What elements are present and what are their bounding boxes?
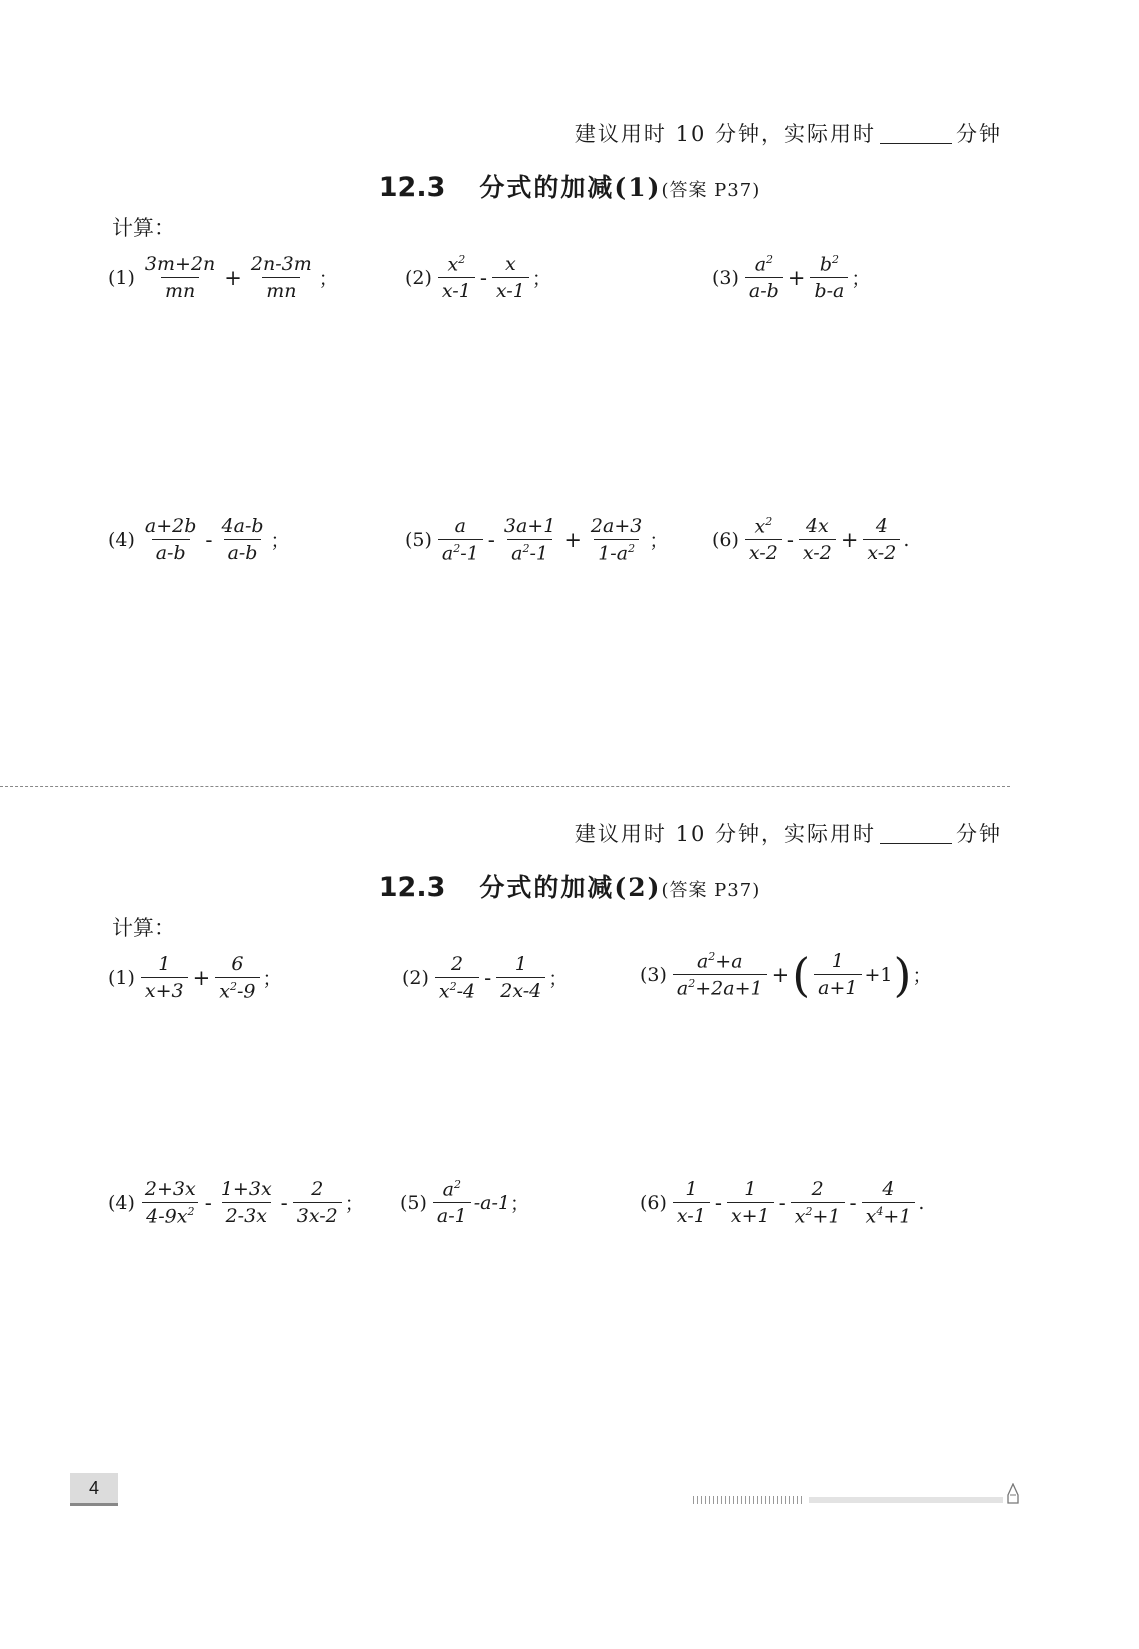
fraction: [745, 515, 782, 564]
denominator: x+3: [141, 977, 188, 1002]
denominator: a-b: [745, 277, 783, 302]
denominator: x-1: [438, 277, 475, 302]
fraction: [727, 1178, 774, 1227]
operator: -: [205, 527, 213, 552]
problem: [640, 1178, 924, 1227]
problem-label: (3): [640, 963, 667, 986]
fraction: [435, 953, 479, 1002]
problem-end: ；: [318, 268, 338, 290]
exponent: 2: [187, 1205, 195, 1218]
denominator-tail: +1: [883, 1205, 912, 1228]
time-prefix: 建议用时 10 分钟，实际用时: [574, 822, 876, 846]
numerator: 1+3x: [220, 1178, 272, 1201]
operator: -: [778, 1190, 786, 1215]
problem-end: ；: [270, 530, 290, 552]
problem-end: ；: [548, 968, 568, 991]
fraction: [433, 1178, 471, 1227]
denominator-tail: +2a+1: [695, 977, 763, 1000]
fraction: [814, 950, 861, 999]
numerator: 1: [831, 950, 844, 973]
denominator: a-1: [433, 1202, 471, 1227]
denominator: 2-3x: [222, 1202, 271, 1227]
denominator: a-b: [224, 539, 262, 564]
denominator: [673, 974, 767, 999]
denominator: [438, 539, 483, 564]
denominator-text: a: [511, 542, 523, 565]
problem: [400, 1178, 529, 1227]
fraction: [863, 515, 900, 564]
numerator: x: [505, 253, 516, 276]
exponent: 4: [876, 1205, 884, 1218]
fraction: [496, 953, 545, 1002]
numerator: 2n-3m: [250, 253, 312, 275]
problem-label: (5): [405, 528, 432, 551]
problem: [108, 515, 290, 564]
denominator: [594, 539, 639, 564]
problem-label: (3): [712, 266, 739, 289]
denominator: x-2: [745, 539, 782, 564]
problem: [640, 947, 932, 1002]
exponent: 2: [688, 977, 696, 991]
denominator-tail: -1: [529, 542, 549, 565]
numerator: 2a+3: [590, 515, 643, 537]
denominator-text: a: [676, 977, 689, 1000]
numerator-text: b: [819, 253, 832, 276]
denominator: 2x-4: [496, 977, 545, 1002]
numerator: 4: [882, 1178, 895, 1200]
denominator: [862, 1202, 916, 1227]
numerator-text: a: [696, 950, 709, 973]
fraction: [673, 950, 767, 1000]
denominator-text: a: [441, 542, 454, 565]
hatch-pattern: [693, 1496, 805, 1504]
numerator: 1: [514, 953, 527, 976]
fraction: [141, 253, 219, 302]
decorative-bar: [693, 1496, 1003, 1504]
section-number: 12.3: [378, 172, 446, 203]
problem-end: .: [903, 528, 910, 551]
exponent: 2: [449, 980, 457, 993]
denominator: [142, 1202, 198, 1227]
numerator: a: [454, 515, 466, 537]
term-tail: +1: [864, 963, 893, 986]
numerator: 4x: [805, 515, 829, 538]
numerator: 4: [875, 515, 888, 538]
fraction: [215, 953, 259, 1002]
problem-label: (5): [400, 1191, 427, 1214]
fraction: [141, 1178, 200, 1227]
section-name: 分式的加减(2): [479, 873, 662, 902]
denominator-text: x: [438, 980, 450, 1003]
numerator: 2: [311, 1178, 324, 1201]
denominator: x-1: [673, 1202, 710, 1227]
section-title: [0, 168, 1139, 204]
fraction: [791, 1178, 845, 1227]
fraction: [438, 515, 483, 564]
problem-label: (6): [712, 528, 739, 551]
fraction: [492, 253, 529, 302]
operator: -: [849, 1190, 857, 1215]
denominator-text: 4-9x: [146, 1205, 188, 1228]
denominator: b-a: [810, 277, 848, 302]
time-suffix: 分钟: [956, 822, 1002, 846]
numerator-tail: +a: [715, 950, 743, 973]
numerator: [751, 253, 777, 277]
denominator-text: x: [794, 1205, 806, 1228]
numerator: 1: [158, 953, 171, 976]
fraction: [141, 515, 201, 564]
denominator-tail: -1: [460, 542, 479, 565]
problem-end: ；: [912, 965, 932, 988]
denominator-text: x: [865, 1205, 877, 1228]
bar-fill: [809, 1497, 1003, 1503]
instruction: 计算：: [112, 916, 175, 940]
page-number: 4: [70, 1473, 118, 1506]
section-name: 分式的加减(1): [479, 173, 662, 202]
denominator: a-b: [152, 539, 190, 564]
time-line: [575, 818, 1002, 848]
operator: -: [479, 265, 487, 290]
denominator: x-1: [492, 277, 529, 302]
numerator: 1: [685, 1178, 698, 1201]
operator: -: [204, 1190, 212, 1215]
problem: [108, 253, 338, 302]
fraction: [799, 515, 836, 564]
numerator-text: x: [447, 253, 459, 276]
denominator: [791, 1202, 845, 1227]
fraction: [673, 1178, 710, 1227]
denominator: mn: [161, 277, 199, 302]
numerator: 2+3x: [144, 1178, 196, 1200]
operator: +: [224, 265, 242, 290]
close-paren: ): [893, 947, 912, 1002]
term-tail: -a-1: [473, 1191, 511, 1214]
problem: [712, 515, 909, 564]
fraction: [293, 1178, 342, 1227]
numerator: 2: [450, 953, 464, 975]
operator: -: [484, 965, 492, 990]
problem-label: (2): [402, 966, 429, 989]
numerator: 4a-b: [221, 515, 264, 537]
operator: -: [487, 527, 495, 552]
problem-label: (1): [108, 966, 135, 989]
time-blank[interactable]: [880, 143, 952, 144]
section-divider: [0, 786, 1010, 787]
numerator: [816, 253, 843, 277]
problem-label: (4): [108, 528, 135, 551]
fraction: [862, 1178, 916, 1227]
denominator-text: 1-a: [598, 542, 629, 565]
fraction: [218, 515, 268, 564]
operator: +: [787, 265, 806, 290]
exponent: 2: [628, 542, 636, 555]
problem-end: ；: [510, 1193, 530, 1216]
section-title: [0, 868, 1139, 904]
problem-label: (2): [405, 266, 432, 289]
problem-end: ；: [262, 968, 282, 991]
operator: +: [192, 965, 211, 990]
denominator: mn: [262, 277, 300, 302]
problem-label: (6): [640, 1191, 667, 1214]
exponent: 2: [805, 1205, 813, 1218]
exponent: 2: [766, 253, 774, 266]
operator: -: [786, 527, 794, 552]
fraction: [247, 253, 316, 302]
denominator: 3x-2: [293, 1202, 342, 1227]
numerator: 2: [811, 1178, 824, 1200]
denominator-tail: -4: [456, 980, 476, 1003]
numerator: 3a+1: [503, 515, 556, 537]
fraction: [745, 253, 783, 302]
problem: [405, 515, 668, 564]
numerator: [444, 253, 470, 277]
numerator: [439, 1178, 465, 1202]
denominator: x-2: [799, 539, 836, 564]
operator: -: [280, 1190, 288, 1215]
exponent: 2: [765, 515, 773, 528]
time-blank[interactable]: [880, 843, 952, 844]
denominator: x+1: [727, 1202, 774, 1227]
denominator: [435, 977, 479, 1002]
numerator: a+2b: [144, 515, 197, 537]
problem-end: ；: [649, 530, 669, 553]
problem: [712, 253, 870, 302]
time-line: [575, 118, 1002, 148]
numerator-text: x: [754, 515, 766, 538]
fraction: [438, 253, 475, 302]
problem: [108, 1178, 364, 1227]
fraction: [587, 515, 646, 564]
denominator-text: x: [219, 980, 230, 1003]
numerator-text: a: [442, 1178, 454, 1201]
exponent: 2: [458, 253, 466, 266]
fraction: [141, 953, 188, 1002]
exponent: 2: [708, 950, 716, 963]
time-prefix: 建议用时 10 分钟，实际用时: [574, 122, 876, 146]
section-number: 12.3: [378, 872, 446, 903]
numerator: [751, 515, 777, 539]
denominator: a+1: [814, 974, 861, 999]
numerator-text: a: [754, 253, 767, 276]
operator: -: [714, 1190, 722, 1215]
exponent: 2: [229, 980, 237, 993]
denominator-tail: +1: [812, 1205, 841, 1228]
exponent: 2: [522, 542, 530, 555]
exponent: 2: [454, 1178, 461, 1191]
instruction: 计算：: [112, 216, 175, 240]
denominator: [507, 539, 552, 564]
fraction: [500, 515, 559, 564]
operator: +: [771, 962, 790, 987]
problem-label: (4): [108, 1191, 135, 1214]
time-suffix: 分钟: [956, 122, 1002, 146]
open-paren: (: [792, 947, 811, 1002]
numerator: 1: [744, 1178, 757, 1201]
problem-end: ；: [344, 1193, 364, 1216]
denominator-tail: -9: [236, 980, 256, 1003]
fraction: [810, 253, 848, 302]
numerator: 6: [231, 953, 244, 975]
denominator: x-2: [863, 539, 900, 564]
problem-end: ；: [851, 268, 871, 291]
problem: [402, 953, 567, 1002]
numerator: 3m+2n: [144, 253, 216, 275]
problem: [405, 253, 551, 302]
problem-end: .: [918, 1191, 925, 1214]
problem-label: (1): [108, 266, 135, 289]
exponent: 2: [453, 542, 461, 555]
operator: +: [564, 527, 582, 552]
exponent: 2: [832, 253, 839, 266]
problem: [108, 953, 282, 1002]
denominator: [215, 977, 259, 1002]
fraction: [217, 1178, 276, 1227]
answer-ref: (答案 P37): [661, 880, 761, 901]
pencil-icon: [1006, 1483, 1020, 1509]
operator: +: [840, 527, 859, 552]
problem-end: ；: [531, 268, 551, 291]
answer-ref: (答案 P37): [661, 180, 761, 201]
numerator: [693, 950, 747, 974]
